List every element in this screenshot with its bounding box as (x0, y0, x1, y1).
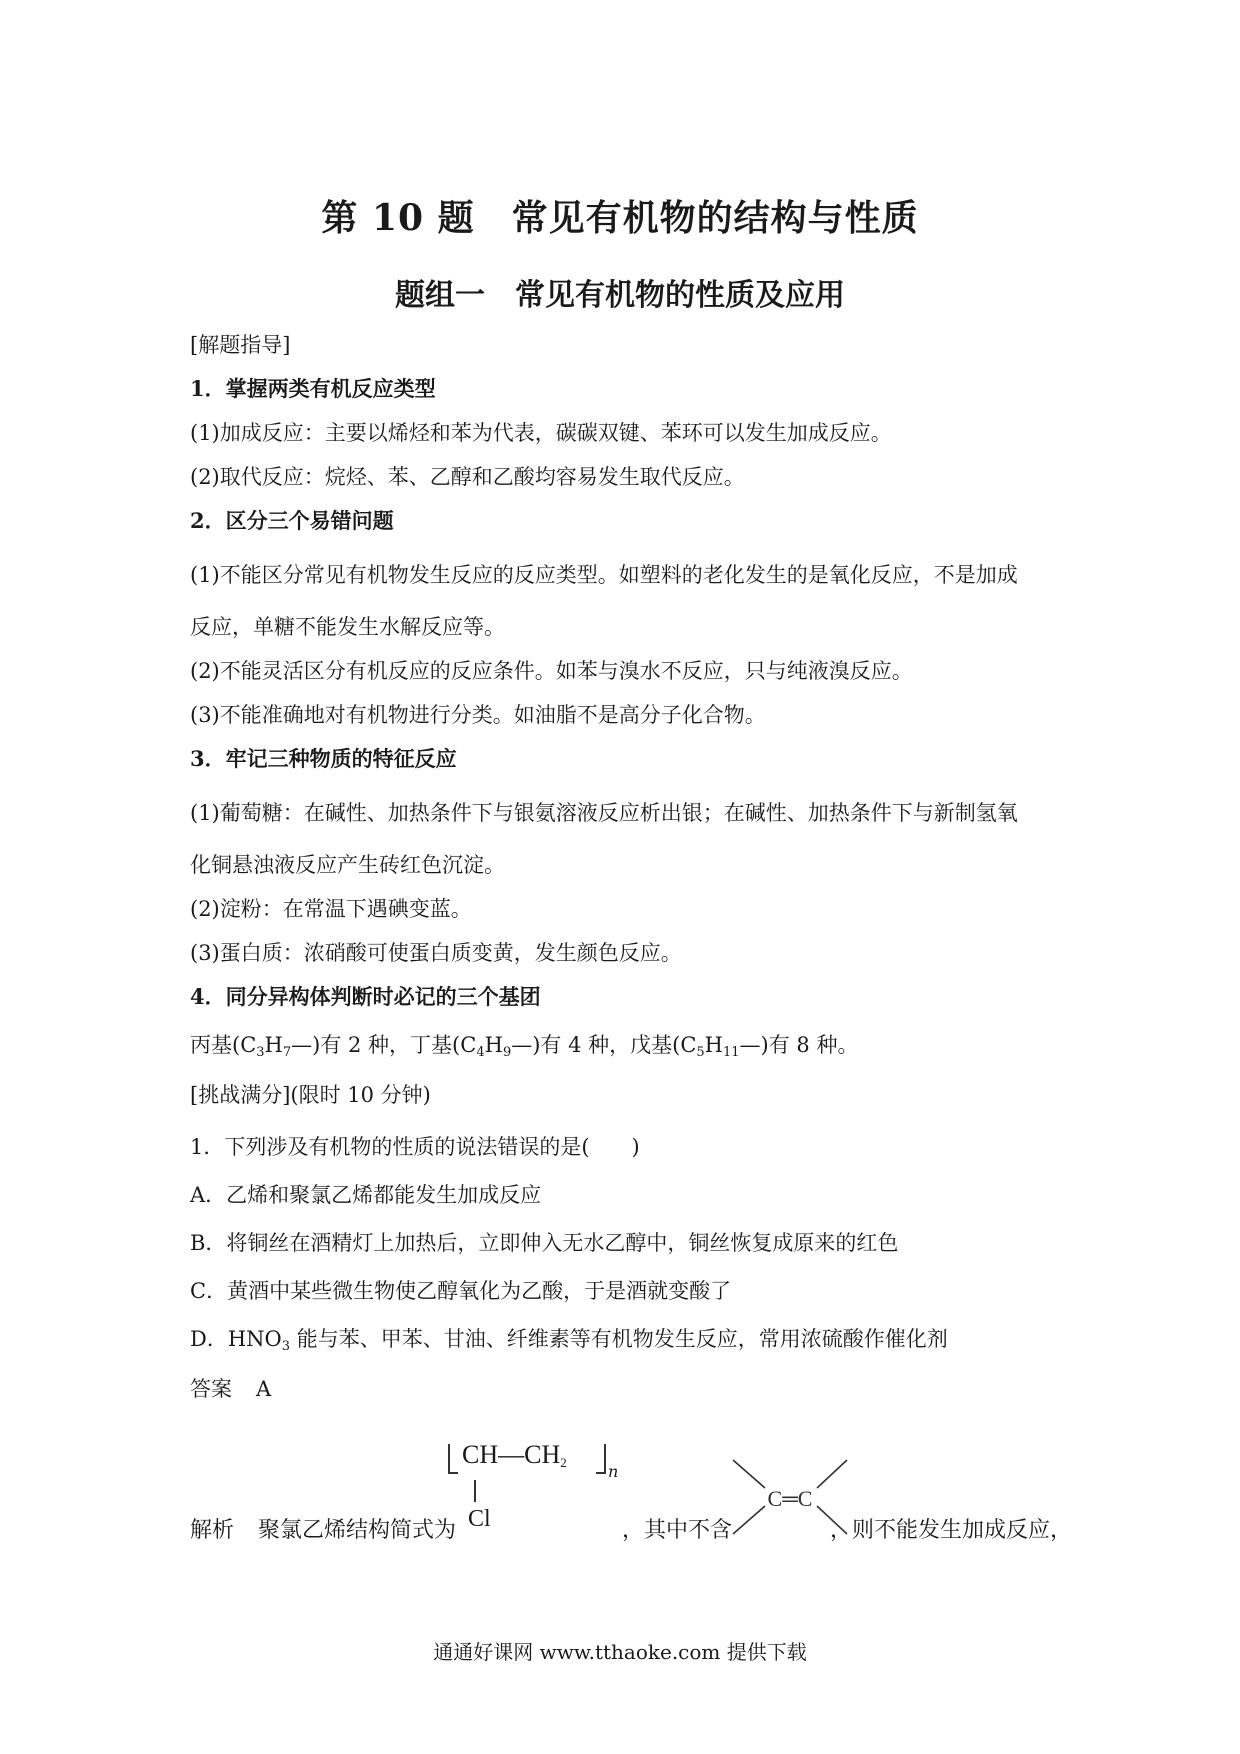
section-1-point-2: (2)取代反应：烷烃、苯、乙醇和乙酸均容易发生取代反应。 (190, 465, 745, 489)
analysis-label: 解析 (190, 1518, 235, 1543)
analysis-line: 解析 聚氯乙烯结构简式为 ，其中不含 ，则不能发生加成反应， (190, 1518, 1073, 1543)
question-1-stem: 1．下列涉及有机物的性质的说法错误的是( ) (190, 1135, 640, 1159)
pvc-bond-line (474, 1480, 476, 1502)
section-3-point-1-line-1: (1)葡萄糖：在碱性、加热条件下与银氨溶液反应析出银；在碱性、加热条件下与新制氢氧 (190, 801, 1018, 825)
challenge-header: [挑战满分](限时 10 分钟) (190, 1083, 431, 1107)
section-2-point-2: (2)不能灵活区分有机反应的反应条件。如苯与溴水不反应，只与纯液溴反应。 (190, 659, 913, 683)
pvc-right-bracket (596, 1444, 606, 1474)
section-1-point-1: (1)加成反应：主要以烯烃和苯为代表，碳碳双键、苯环可以发生加成反应。 (190, 421, 892, 445)
option-b: B．将铜丝在酒精灯上加热后，立即伸入无水乙醇中，铜丝恢复成原来的红色 (190, 1231, 899, 1255)
section-3-point-3: (3)蛋白质：浓硝酸可使蛋白质变黄，发生颜色反应。 (190, 941, 682, 965)
section-subtitle: 题组一 常见有机物的性质及应用 (395, 278, 845, 313)
section-3-point-2: (2)淀粉：在常温下遇碘变蓝。 (190, 897, 472, 921)
answer-line (190, 1374, 1070, 1404)
section-3-point-1-line-2: 化铜悬浊液反应产生砖红色沉淀。 (190, 853, 505, 877)
option-c: C．黄酒中某些微生物使乙醇氧化为乙酸，于是酒就变酸了 (190, 1279, 732, 1303)
answer-label: 答案 (190, 1377, 232, 1401)
section-4-point-1: 丙基$(C_3H_7—)$有 2 种，丁基$(C_4H_9—)$有 4 种，戊基$(C_5H_{11}—)$有 8 种。 (190, 1033, 859, 1060)
page-title: 第 10 题 常见有机物的结构与性质 (321, 197, 919, 239)
section-4-heading: 4．同分异构体判断时必记的三个基团 (190, 984, 541, 1009)
section-2-point-1-line-1: (1)不能区分常见有机物发生反应的反应类型。如塑料的老化发生的是氧化反应，不是加成 (190, 563, 1018, 587)
cc-label: C═C (767, 1486, 813, 1511)
pvc-repeat-n: n (608, 1462, 619, 1481)
section-2-point-1-line-2: 反应，单糖不能发生水解反应等。 (190, 615, 505, 639)
option-d: D．$HNO_3$ 能与苯、甲苯、甘油、纤维素等有机物发生反应，常用浓硫酸作催化剂 (190, 1327, 948, 1354)
pvc-left-bracket (448, 1444, 458, 1474)
section-1-heading: 1．掌握两类有机反应类型 (190, 376, 436, 401)
option-a: A．乙烯和聚氯乙烯都能发生加成反应 (190, 1183, 542, 1207)
section-3-heading: 3．牢记三种物质的特征反应 (190, 746, 457, 771)
pvc-structure: $CH—CH_2$ n Cl (448, 1440, 648, 1540)
guide-header: [解题指导] (190, 333, 291, 357)
section-2-point-3: (3)不能准确地对有机物进行分类。如油脂不是高分子化合物。 (190, 703, 766, 727)
pvc-chlorine: Cl (468, 1506, 491, 1532)
section-2-heading: 2．区分三个易错问题 (190, 508, 394, 533)
answer-value: A (256, 1377, 272, 1401)
page-footer: 通通好课网 www.tthaoke.com 提供下载 (433, 1640, 807, 1664)
